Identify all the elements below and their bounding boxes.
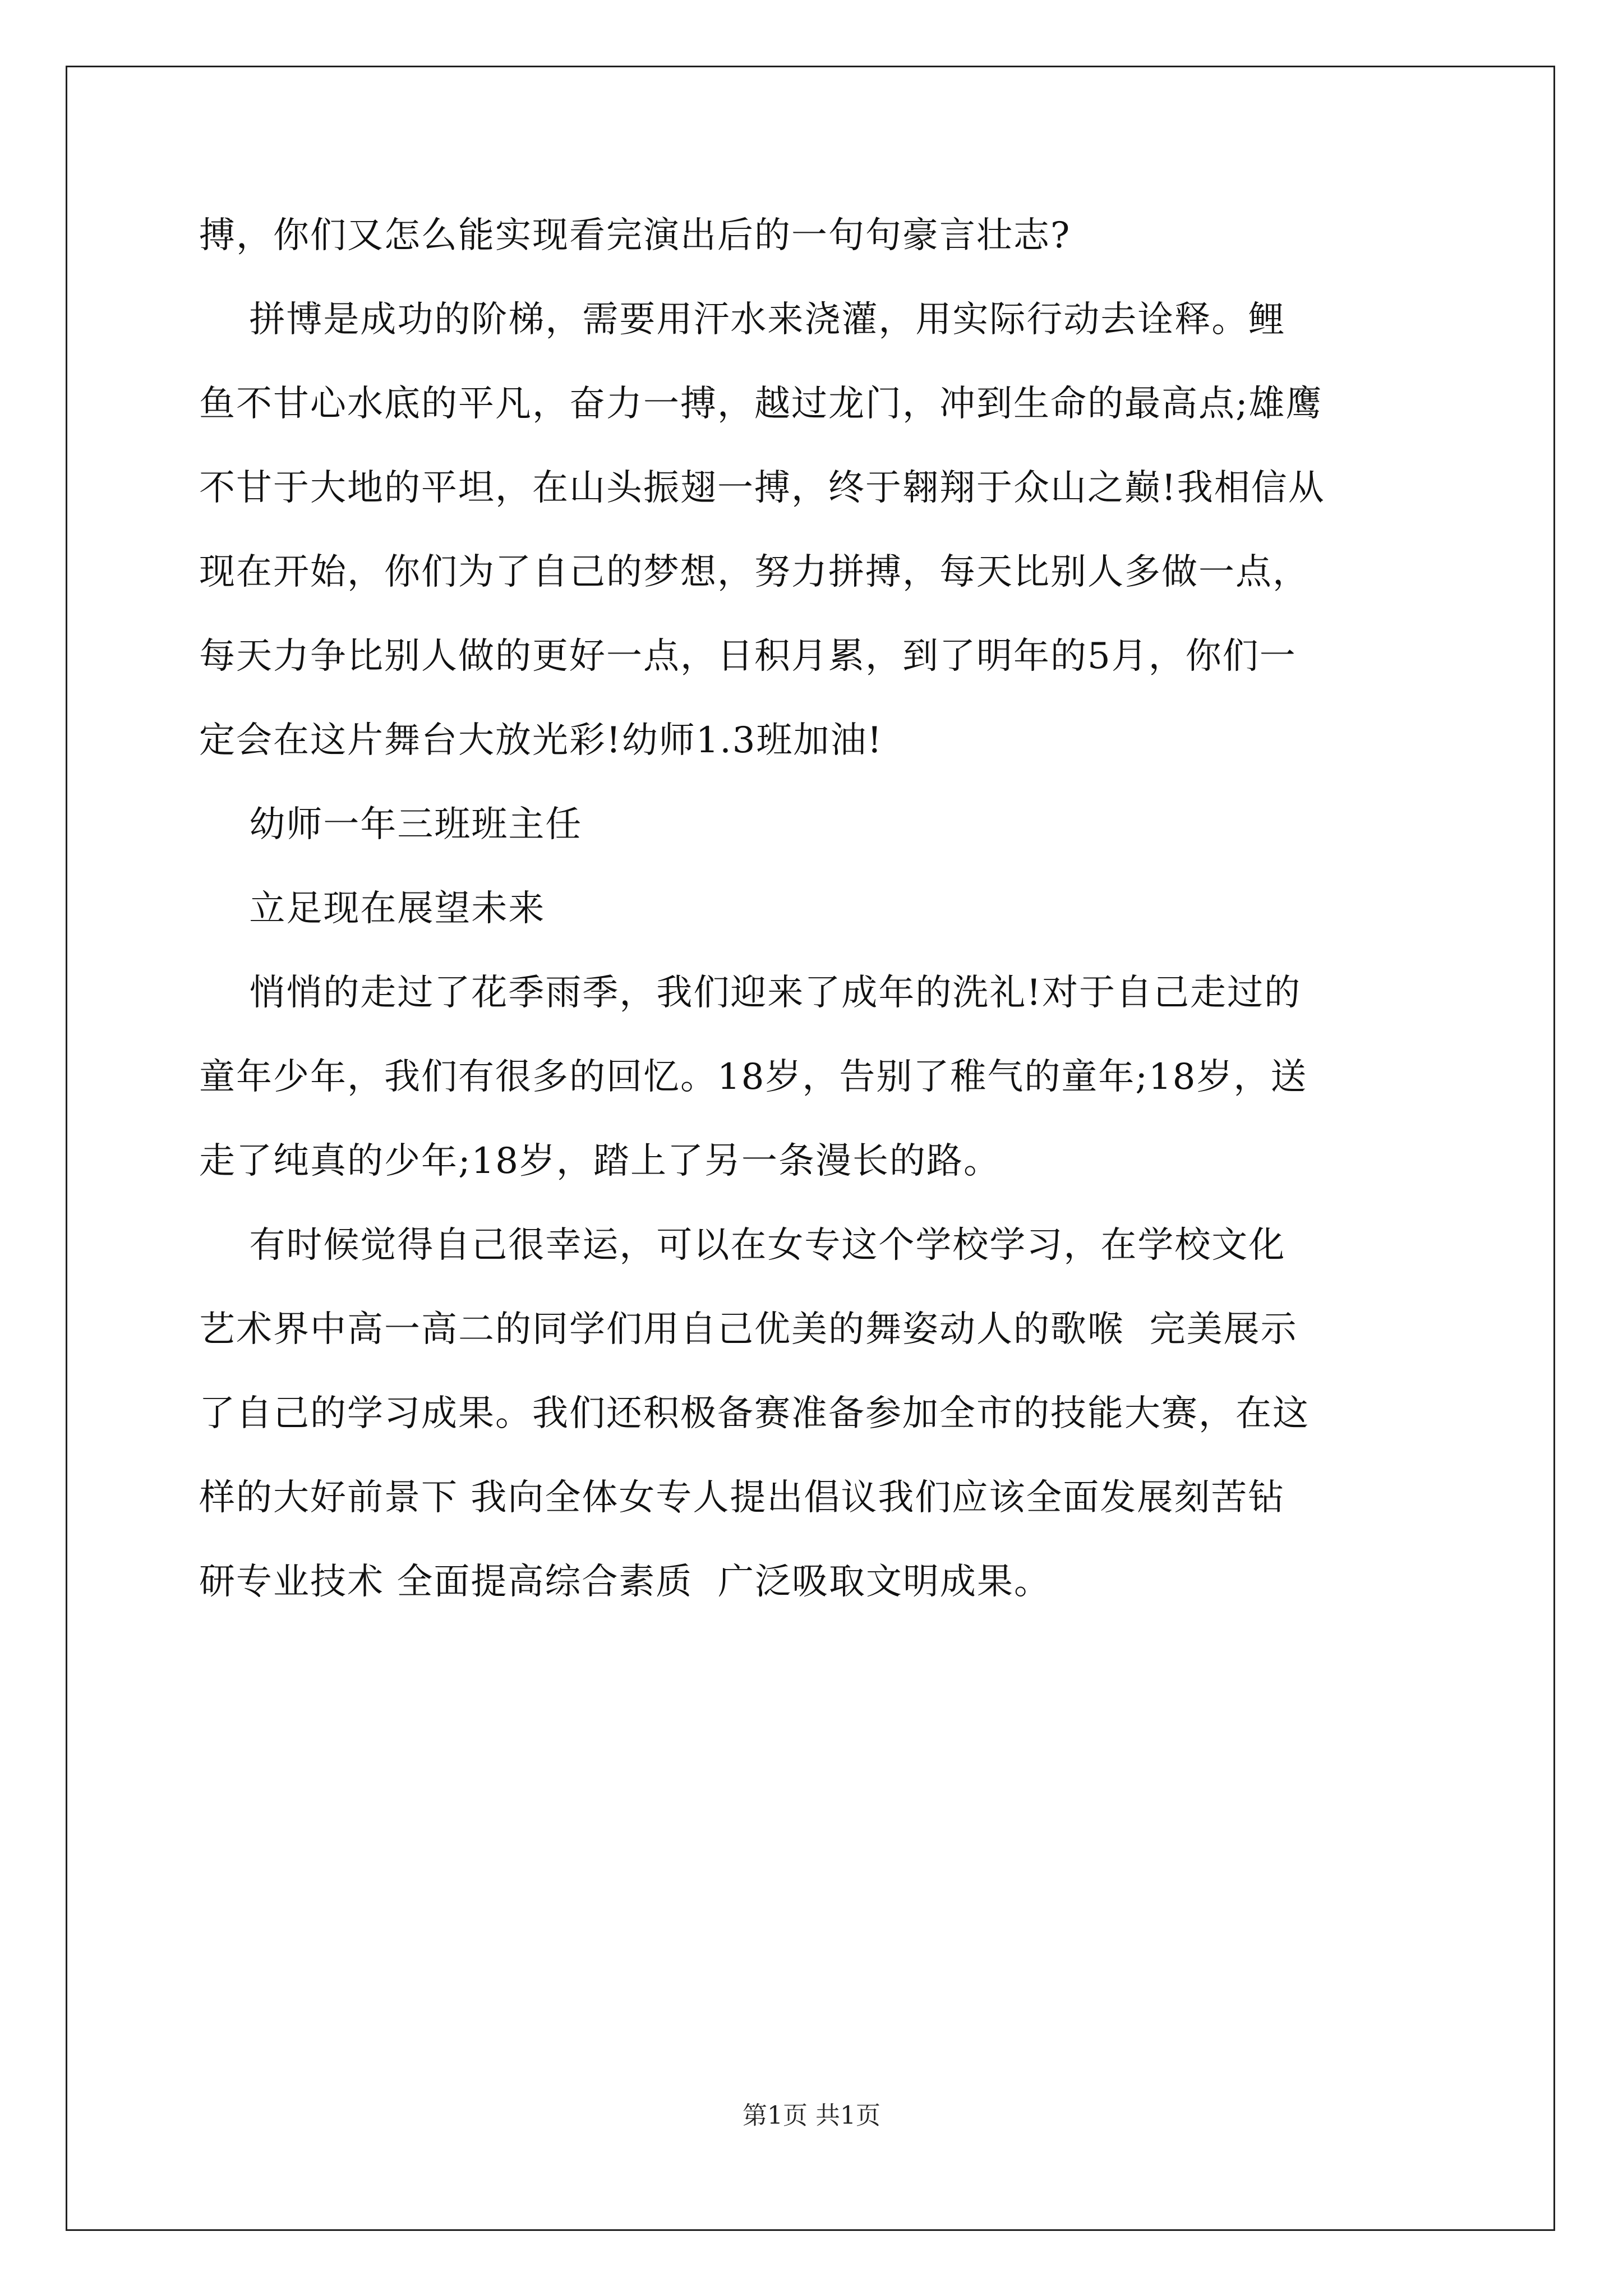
text-line: 样的大好前景下 我向全体女专人提出倡议我们应该全面发展刻苦钻 bbox=[199, 1477, 1285, 1519]
text-line: 童年少年，我们有很多的回忆。18岁，告别了稚气的童年;18岁，送 bbox=[199, 1056, 1308, 1098]
signature-line: 幼师一年三班班主任 bbox=[199, 804, 583, 845]
text-line: 研专业技术 全面提高综合素质 广泛吸取文明成果。 bbox=[199, 1561, 1052, 1603]
text-line: 现在开始，你们为了自己的梦想，努力拼搏，每天比别人多做一点， bbox=[199, 551, 1310, 593]
paragraph-start-line: 悄悄的走过了花季雨季，我们迎来了成年的洗礼!对于自己走过的 bbox=[199, 972, 1302, 1014]
text-line: 定会在这片舞台大放光彩!幼师1.3班加油! bbox=[199, 720, 883, 761]
text-line: 不甘于大地的平坦，在山头振翅一搏，终于翱翔于众山之巅!我相信从 bbox=[199, 467, 1325, 509]
text-line: 鱼不甘心水底的平凡，奋力一搏，越过龙门，冲到生命的最高点;雄鹰 bbox=[199, 383, 1323, 425]
document-body bbox=[199, 194, 1433, 1624]
text-line: 每天力争比别人做的更好一点，日积月累，到了明年的5月，你们一 bbox=[199, 636, 1297, 677]
paragraph-start-line: 有时候觉得自己很幸运，可以在女专这个学校学习，在学校文化 bbox=[199, 1225, 1286, 1266]
paragraph-start-line: 拼博是成功的阶梯，需要用汗水来浇灌，用实际行动去诠释。鲤 bbox=[199, 299, 1286, 341]
text-line: 搏，你们又怎么能实现看完演出后的一句句豪言壮志? bbox=[199, 215, 1071, 256]
page-number-footer: 第1页 共1页 bbox=[743, 2101, 880, 2130]
text-line: 了自己的学习成果。我们还积极备赛准备参加全市的技能大赛，在这 bbox=[199, 1393, 1310, 1434]
text-line: 艺术界中高一高二的同学们用自己优美的舞姿动人的歌喉 完美展示 bbox=[199, 1309, 1298, 1350]
text-line: 走了纯真的少年;18岁，踏上了另一条漫长的路。 bbox=[199, 1140, 1000, 1182]
section-title: 立足现在展望未来 bbox=[199, 888, 546, 930]
